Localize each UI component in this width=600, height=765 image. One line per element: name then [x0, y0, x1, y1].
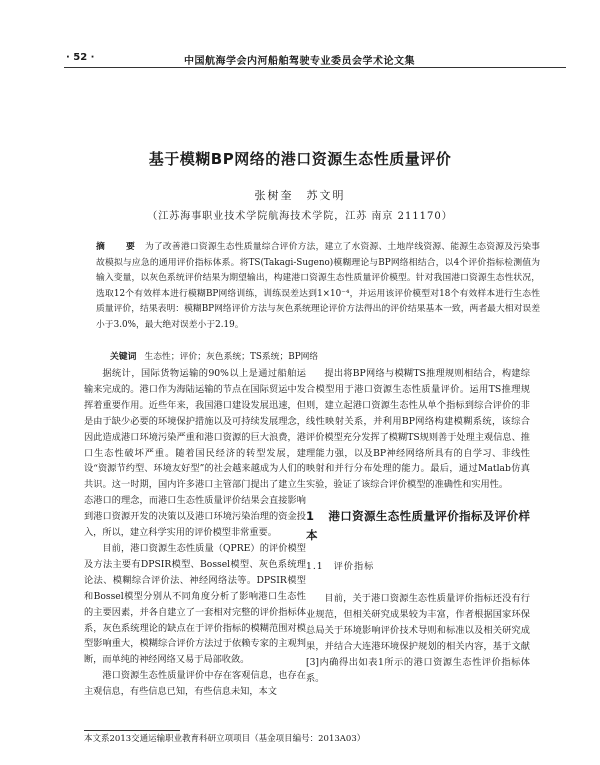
section-number: 1	[306, 509, 315, 524]
abstract-text: 为了改善港口资源生态性质量综合评价方法，建立了水资源、土地岸线资源、能源生态资源及污染事故模拟与应急的通用评价指标体系。将TS(Takagi-Sugeno)模糊理论与BP网络相结合，以4个评价指标检测值为输入变量，以灰色系统评价结果为期望输出，构建港口资源生态性质量评价模型。针对我国港口资源生态性状况，选取12个有效样本进行模糊BP网络训练，训练误差达到1×10⁻⁴，并运用该评价模型对18个有效样本进行生态性质量评价，结果表明：模糊BP网络评价方法与灰色系统理论评价方法得出的评价结果基本一致，两者最大相对误差小于3.0%，最大绝对误差小于2.19。	[96, 242, 540, 330]
authors: 张树奎 苏文明	[254, 189, 346, 202]
footnote: 本文系2013交通运输职业教育科研立项项目（基金项目编号：2013A03）	[84, 734, 366, 744]
section-title: 港口资源生态性质量评价指标及评价样本	[306, 509, 530, 543]
keywords-label: 关键词	[110, 352, 137, 362]
section-heading	[306, 507, 530, 545]
footnote-rule	[84, 730, 180, 731]
body-paragraph: 港口资源生态性质量评价中存在客观信息，也存在主观信息，有些信息已知，有些信息未知，本文	[84, 670, 306, 698]
keywords	[110, 350, 540, 365]
keywords-text: 生态性；评价；灰色系统；TS系统；BP网络	[144, 352, 319, 362]
abstract-label: 摘 要	[96, 242, 141, 252]
affiliation: （江苏海事职业技术学院航海技术学院，江苏 南京 211170）	[147, 211, 453, 222]
subsection-number: 1.1	[306, 561, 324, 573]
paper-title: 基于模糊BP网络的港口资源生态性质量评价	[148, 150, 452, 168]
body-paragraph: 目前，港口资源生态性质量（QPRE）的评价模型及方法主要有DPSIR模型、Bossel模型、灰色系统理论法、模糊综合评价法、神经网络法等。DPSIR模型和Bossel模型分别从不同角度分析了影响港口生态性的主要因素，并各自建立了一套相对完整的评价指标体系，灰色系统理论的缺点在于评价指标的模糊范围对模型影响重大，模糊综合评价方法过于依赖专家的主观判断，而单纯的神经网络又易于局部收敛。	[84, 542, 306, 666]
abstract	[96, 240, 540, 334]
journal-name: 中国航海学会内河船舶驾驶专业委员会学术论文集	[184, 56, 415, 67]
body-paragraph: 据统计，国际货物运输的90%以上是通过船舶运输来完成的。港口作为海陆运输的节点在国际贸运中发挥着重要作用。近些年来，我国港口建设发展迅速，但是由于缺少必要的环境保护措施以及可持续发展理念，因此造成港口环境污染严重和港口资源的巨大浪费，港口生态性破坏严重。随着国民经济的转型发展，建设“资源节约型、环境友好型”的社会越来越成为人们的共识。这一时期，国内许多港口主管部门提出了建立生态港口的理念，而港口生态性质量评价结果会直接影响到港口资源开发的决策以及港口环境污染治理的资金投入，所以，建立科学实用的评价模型非常重要。	[84, 368, 306, 539]
body-left-column	[84, 366, 306, 700]
header-rule	[64, 67, 566, 68]
body-paragraph: 目前，关于港口资源生态性质量评价指标还没有行业规范，但相关研究成果较为丰富，作者根据国家环保总局关于环境影响评价技术导则和标准以及相关研究成果，并结合大连港环境保护规划的相关内容，基于文献[3]内确得出如表1所示的港口资源生态性评价指标体系。	[306, 593, 530, 684]
body-paragraph: 提出将BP网络与模糊TS推理规则相结合，构建综合模型用于港口资源生态性质量评价。运用TS推理规则，建立起港口资源生态性从单个指标到综合评价的非线性映射关系，并利用BP网络构建模糊系统，该综合评价模型充分发挥了模糊TS规则善于处理主观信息、推理能力强，以及BP神经网络所具有的自学习、非线性映射和并行分布处理的能力。最后，通过Matlab仿真实验，验证了该综合评价模型的准确性和实用性。	[306, 368, 530, 491]
page-number: · 52 ·	[66, 52, 95, 63]
body-right-column	[306, 366, 530, 687]
subsection-heading	[306, 559, 530, 575]
subsection-title: 评价指标	[333, 561, 375, 573]
